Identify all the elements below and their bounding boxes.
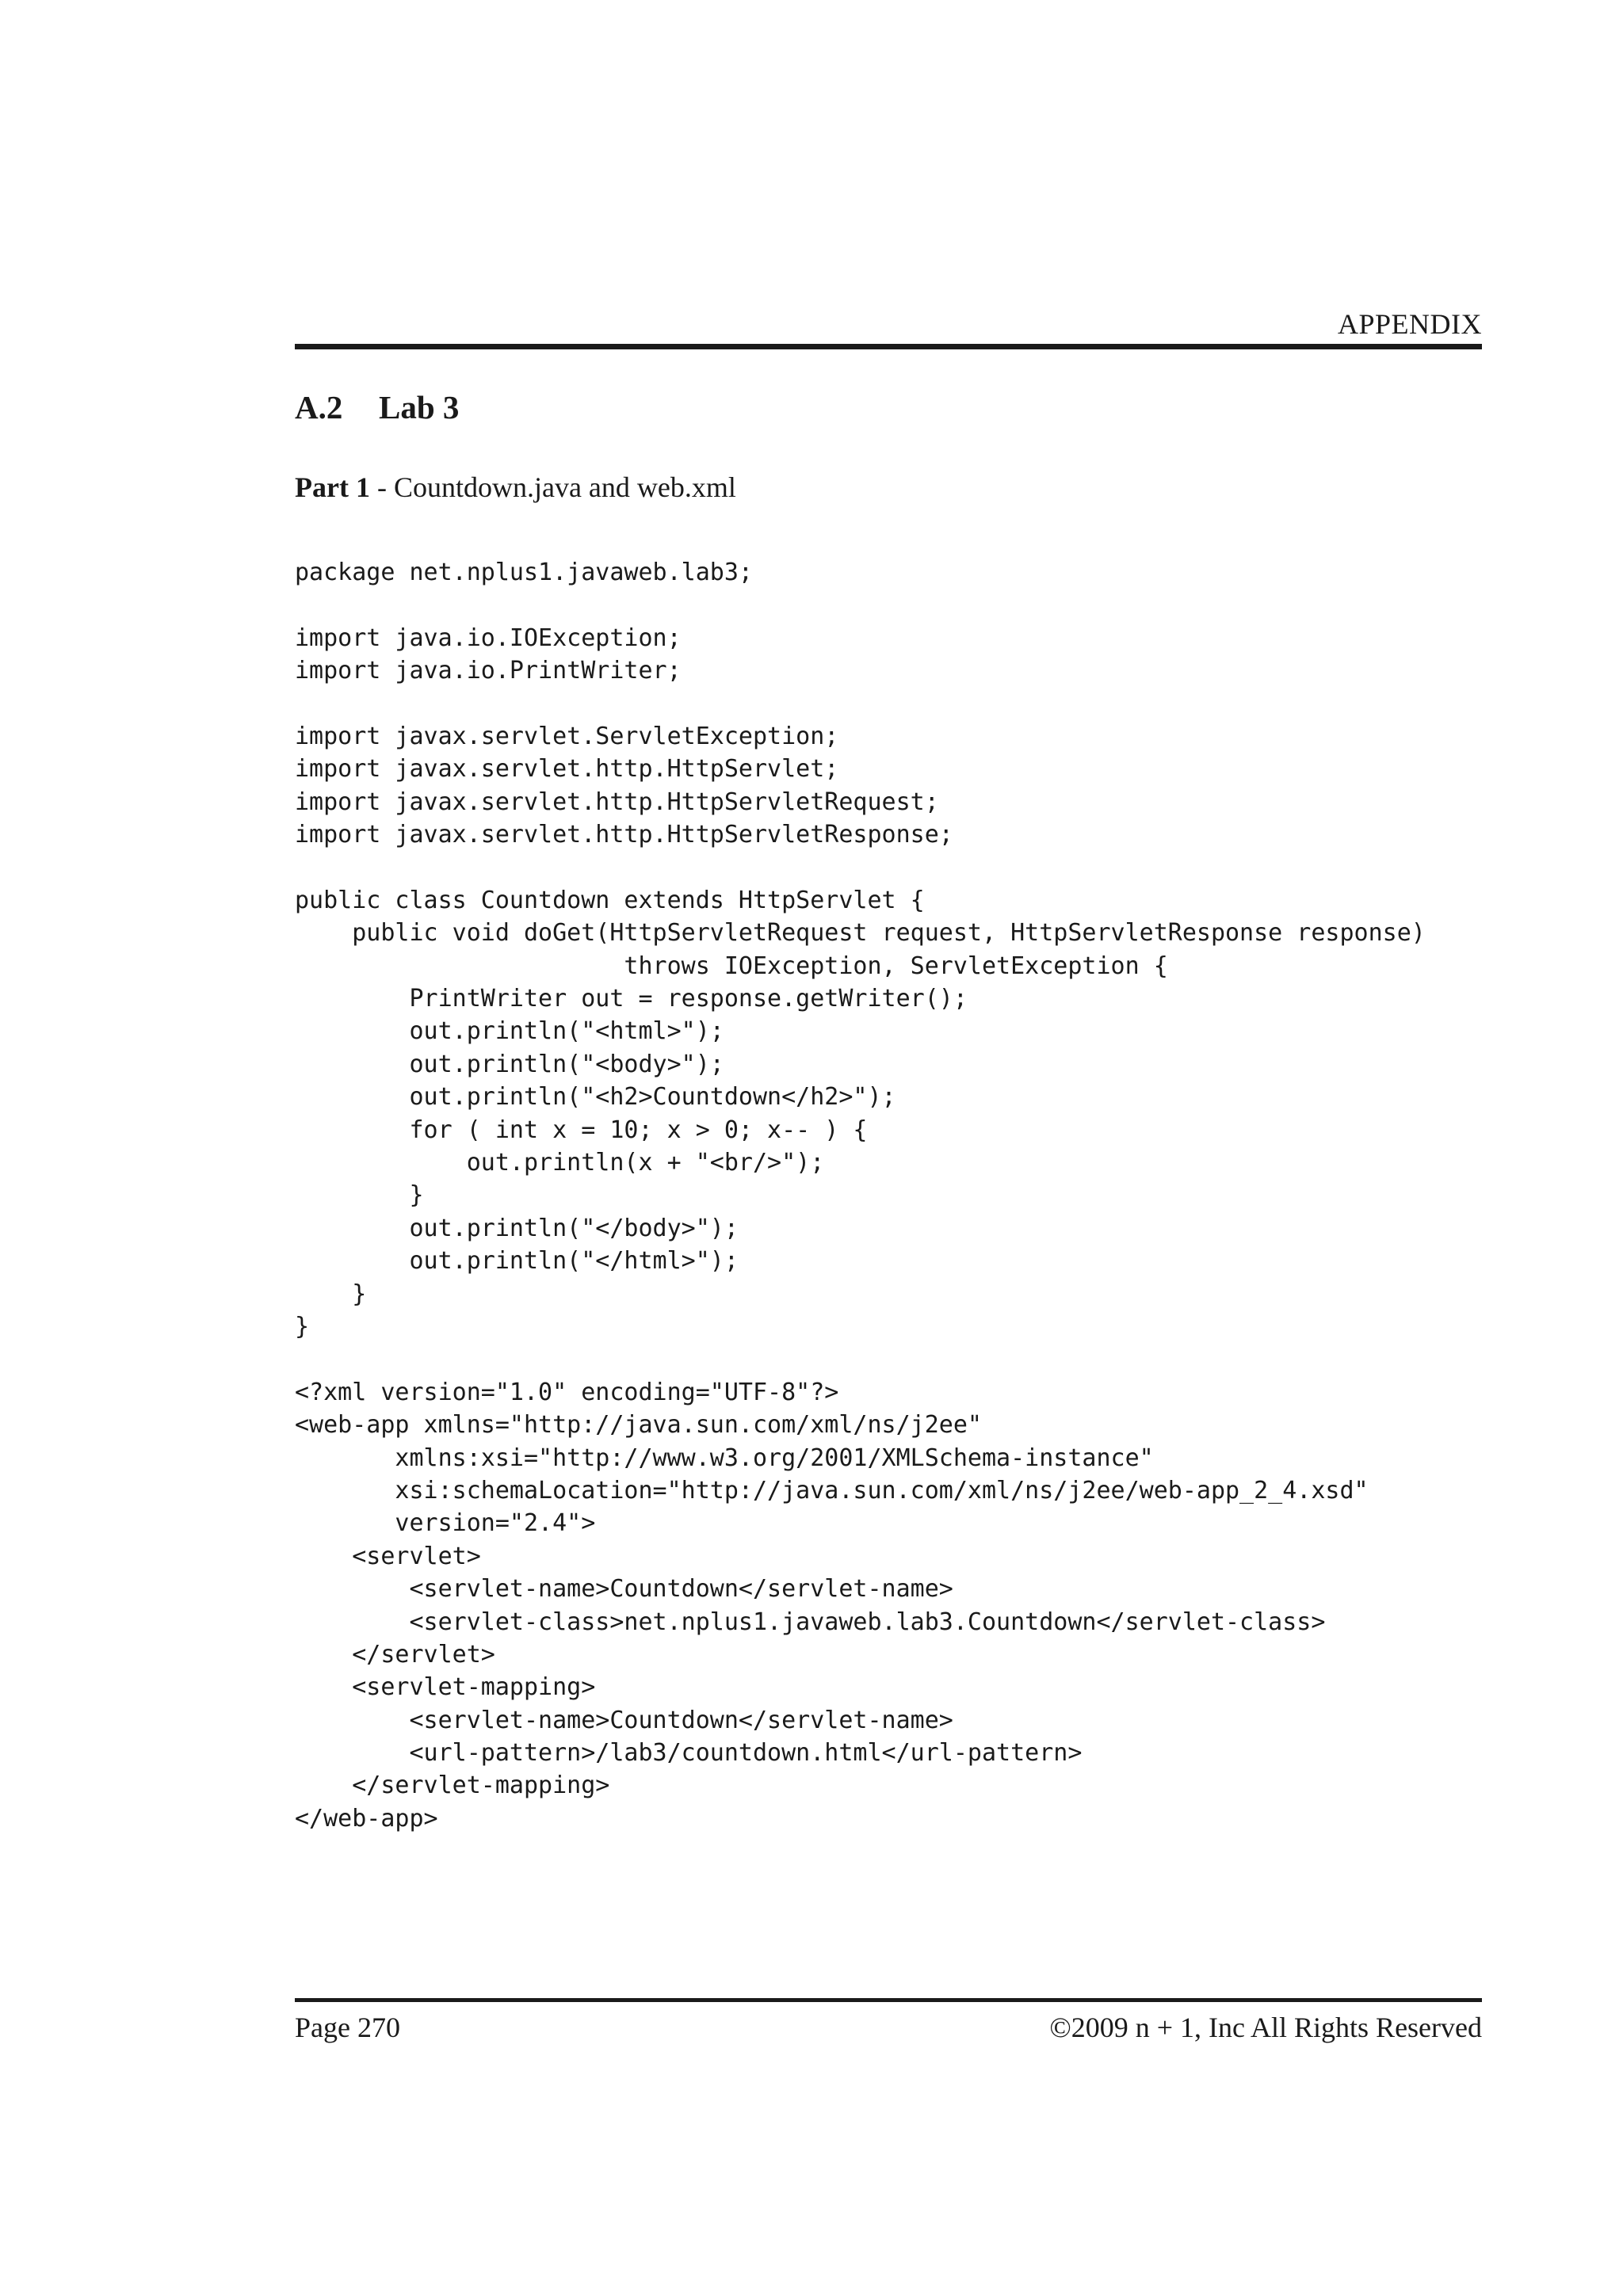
code-line: <?xml version="1.0" encoding="UTF-8"?> (295, 1378, 839, 1406)
code-line: out.println("<body>"); (295, 1050, 724, 1078)
code-line: xsi:schemaLocation="http://java.sun.com/xml/ns/j2ee/web-app_2_4.xsd" (295, 1476, 1369, 1505)
code-line: PrintWriter out = response.getWriter(); (295, 985, 968, 1013)
code-line: xmlns:xsi="http://www.w3.org/2001/XMLSchema-instance" (295, 1444, 1154, 1472)
code-line: <servlet> (295, 1542, 481, 1570)
code-line: throws IOException, ServletException { (295, 952, 1168, 980)
part-label: Part 1 (295, 471, 370, 503)
code-line: <servlet-class>net.nplus1.javaweb.lab3.Countdown</servlet-class> (295, 1608, 1326, 1636)
code-line: } (295, 1312, 310, 1341)
code-line: import javax.servlet.http.HttpServletResponse; (295, 821, 953, 849)
code-line: out.println("<html>"); (295, 1017, 724, 1046)
code-line: out.println("</html>"); (295, 1247, 739, 1276)
footer-rule (295, 1998, 1482, 2002)
code-line: out.println("<h2>Countdown</h2>"); (295, 1083, 896, 1112)
code-line (295, 852, 1426, 884)
copyright-notice: ©2009 n + 1, Inc All Rights Reserved (1049, 2012, 1482, 2043)
running-header: APPENDIX (1337, 308, 1482, 340)
code-line: } (295, 1181, 424, 1210)
code-line: <servlet-mapping> (295, 1673, 596, 1702)
code-line: <web-app xmlns="http://java.sun.com/xml/ns/j2ee" (295, 1411, 982, 1440)
code-line: </servlet> (295, 1640, 495, 1669)
code-line: import javax.servlet.http.HttpServlet; (295, 755, 839, 784)
code-line: <servlet-name>Countdown</servlet-name> (295, 1706, 953, 1734)
code-line (295, 1343, 1426, 1375)
part-description: - Countdown.java and web.xml (369, 471, 736, 503)
section-title: Lab 3 (379, 389, 460, 425)
header-rule (295, 344, 1482, 349)
code-line: out.println(x + "<br/>"); (295, 1149, 825, 1177)
part-heading (295, 471, 736, 504)
code-line: } (295, 1280, 367, 1308)
code-line: <url-pattern>/lab3/countdown.html</url-pattern> (295, 1739, 1083, 1768)
code-line: </servlet-mapping> (295, 1772, 610, 1800)
code-line (295, 589, 1426, 621)
code-line: <servlet-name>Countdown</servlet-name> (295, 1575, 953, 1604)
code-line: import java.io.PrintWriter; (295, 657, 682, 685)
code-line: </web-app> (295, 1804, 438, 1833)
code-line: import javax.servlet.ServletException; (295, 722, 839, 750)
code-line: package net.nplus1.javaweb.lab3; (295, 559, 753, 586)
section-number: A.2 (295, 389, 343, 425)
code-line: out.println("</body>"); (295, 1214, 739, 1242)
code-line: version="2.4"> (295, 1509, 596, 1538)
page-number: Page 270 (295, 2012, 400, 2043)
code-line: for ( int x = 10; x > 0; x-- ) { (295, 1116, 868, 1144)
code-line: import javax.servlet.http.HttpServletRequest; (295, 788, 939, 816)
code-line: public class Countdown extends HttpServlet { (295, 886, 925, 914)
code-line: public void doGet(HttpServletRequest request, HttpServletResponse response) (295, 919, 1426, 948)
code-line: import java.io.IOException; (295, 624, 682, 652)
code-listing (295, 556, 1426, 1835)
code-line (295, 688, 1426, 720)
section-heading (295, 388, 459, 426)
